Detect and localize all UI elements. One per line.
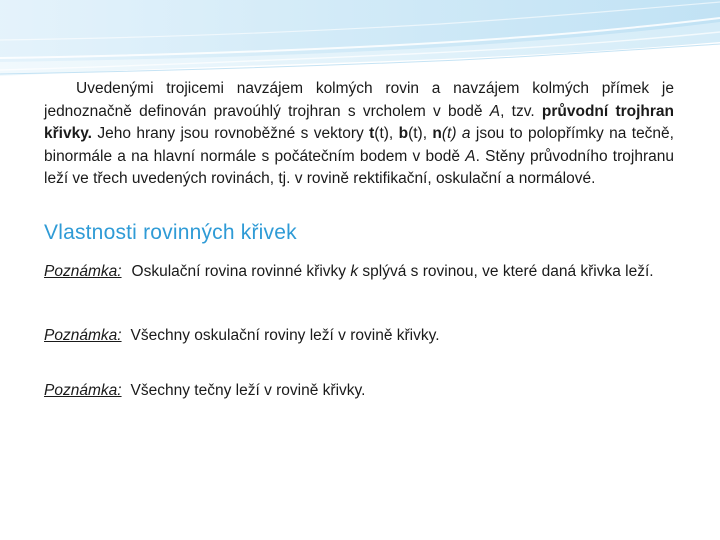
note-text: splývá s rovinou, ve které daná křivka leží. bbox=[358, 262, 654, 280]
vector-t: t bbox=[369, 125, 375, 142]
intro-paragraph bbox=[44, 78, 674, 191]
note-text: Všechny oskulační roviny leží v rovině křivky. bbox=[130, 327, 440, 344]
header-wave-decoration bbox=[0, 0, 720, 76]
intro-text: jsou to polopřímky na tečně, binormále a na hlavní normále s počátečním bodem v bodě bbox=[44, 125, 674, 165]
separator: , bbox=[422, 125, 433, 142]
note-label: Poznámka: bbox=[44, 327, 122, 344]
section-heading: Vlastnosti rovinných křivek bbox=[44, 220, 297, 244]
vector-t-argument: (t) bbox=[374, 125, 389, 142]
note-item bbox=[44, 380, 674, 403]
note-item bbox=[44, 325, 674, 348]
vector-n-argument: (t) a bbox=[441, 125, 471, 142]
intro-text: , tzv. bbox=[500, 102, 542, 120]
point-a: A bbox=[465, 147, 476, 165]
note-text: Oskulační rovina rovinné křivky bbox=[131, 262, 351, 280]
intro-text: . Stěny průvodního trojhranu leží ve třech uvedených rovinách, tj. v rovině rektifikační, oskulační a normálové. bbox=[44, 147, 674, 187]
vector-n: n bbox=[432, 125, 442, 142]
curve-k: k bbox=[350, 262, 359, 280]
trihedron-term: průvodní trojhran křivky. bbox=[44, 102, 674, 142]
note-label: Poznámka: bbox=[44, 381, 122, 399]
note-item bbox=[44, 261, 674, 284]
intro-text: Uvedenými trojicemi navzájem kolmých rovin a navzájem kolmých přímek je jednoznačně definován pravoúhlý trojhran s vrcholem v bodě bbox=[44, 80, 674, 120]
point-a: A bbox=[489, 102, 501, 120]
vector-b-argument: (t) bbox=[408, 125, 423, 142]
note-label: Poznámka: bbox=[44, 262, 122, 280]
note-text: Všechny tečny leží v rovině křivky. bbox=[130, 381, 366, 399]
vector-b: b bbox=[398, 125, 409, 142]
slide-content bbox=[44, 78, 674, 402]
separator: , bbox=[388, 125, 399, 142]
intro-text: Jeho hrany jsou rovnoběžné s vektory bbox=[91, 125, 370, 142]
